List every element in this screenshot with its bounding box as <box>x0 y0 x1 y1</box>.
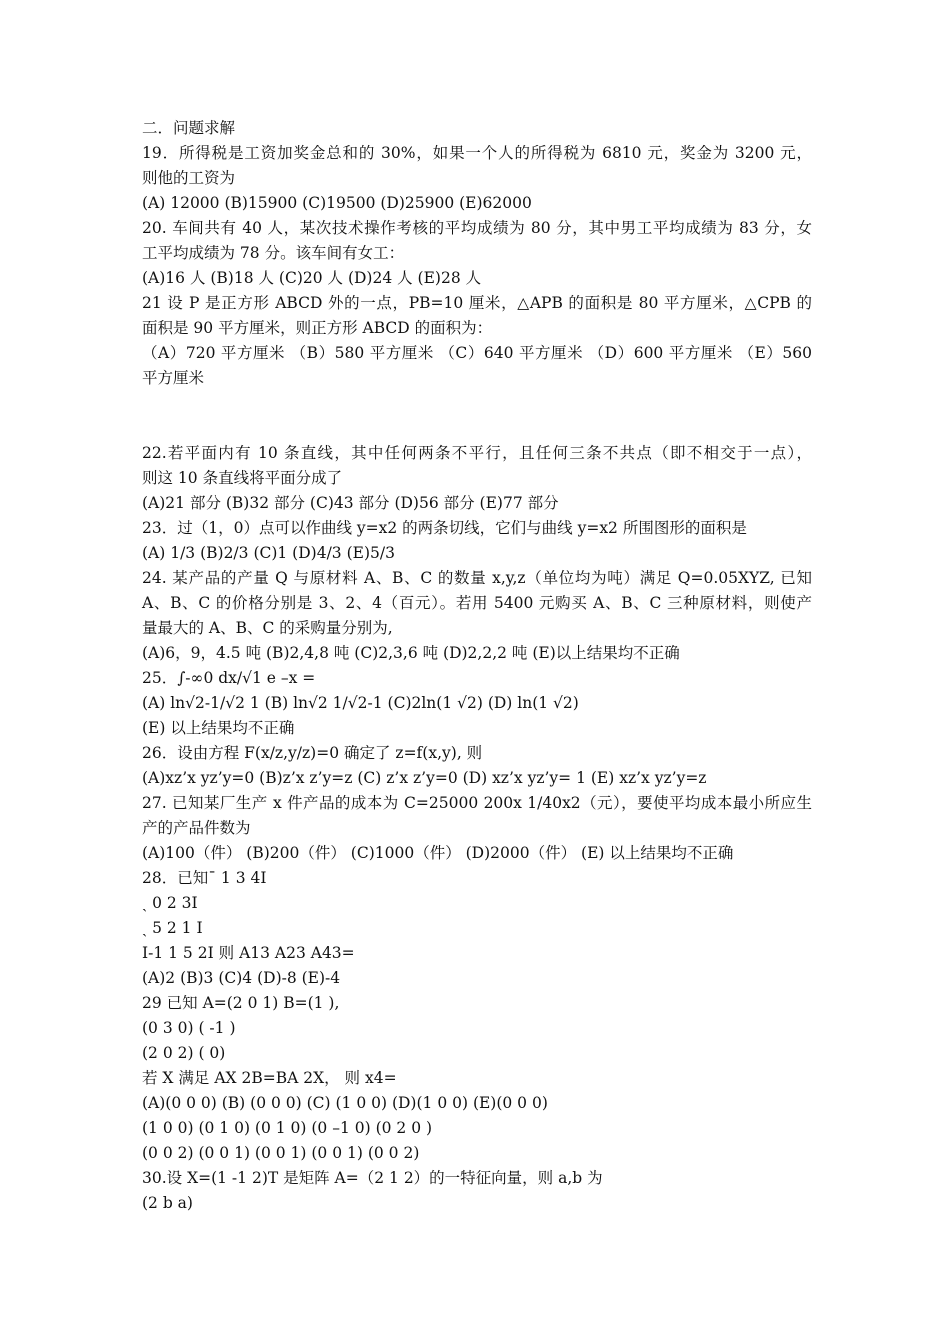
text-line: ˎ 0 2 3I <box>142 894 198 912</box>
text-line: 则他的工资为 <box>142 169 236 187</box>
text-line: 量最大的 A、B、C 的采购量分别为, <box>142 619 393 637</box>
text-line: (A) 12000 (B)15900 (C)19500 (D)25900 (E)62000 <box>142 194 532 212</box>
text-line: (1 0 0) (0 1 0) (0 1 0) (0 –1 0) (0 2 0 ) <box>142 1119 433 1137</box>
text-line: (A)100（件） (B)200（件） (C)1000（件） (D)2000（件） (E) 以上结果均不正确 <box>142 844 734 862</box>
text-line: (0 0 2) (0 0 1) (0 0 1) (0 0 1) (0 0 2) <box>142 1144 420 1162</box>
text-line: 29 已知 A=(2 0 1) B=(1 ), <box>142 994 340 1012</box>
text-line: 工平均成绩为 78 分。该车间有女工： <box>142 244 405 262</box>
text-line: 23．过（1，0）点可以作曲线 y=x2 的两条切线，它们与曲线 y=x2 所围图形的面积是 <box>142 519 747 537</box>
text-line: I-1 1 5 2I 则 A13 A23 A43= <box>142 944 355 962</box>
text-line: 平方厘米 <box>142 369 205 387</box>
document-content <box>142 116 812 1216</box>
text-line: (A)(0 0 0) (B) (0 0 0) (C) (1 0 0) (D)(1 0 0) (E)(0 0 0) <box>142 1094 548 1112</box>
text-line: 面积是 90 平方厘米，则正方形 ABCD 的面积为： <box>142 319 493 337</box>
text-line: (2 b a) <box>142 1194 193 1212</box>
text-line: (0 3 0) ( -1 ) <box>142 1019 236 1037</box>
text-line: (A)xz’x yz’y=0 (B)z’x z’y=z (C) z’x z’y=0 (D) xz’x yz’y= 1 (E) xz’x yz’y=z <box>142 769 707 787</box>
text-line: (A)21 部分 (B)32 部分 (C)43 部分 (D)56 部分 (E)77 部分 <box>142 494 559 512</box>
text-line: 25．∫-∞0 dx/√1 e –x = <box>142 669 316 687</box>
section-heading: 二．问题求解 <box>142 119 236 137</box>
text-line: 28．已知ˉ 1 3 4I <box>142 869 267 887</box>
text-line: 19．所得税是工资加奖金总和的 30%，如果一个人的所得税为 6810 元，奖金为 3200 元， <box>142 144 812 162</box>
questions-block-2 <box>142 441 812 1216</box>
text-line: 产的产品件数为 <box>142 819 251 837</box>
text-line: 若 X 满足 AX 2B=BA 2X， 则 x4= <box>142 1069 397 1087</box>
text-line: 21 设 P 是正方形 ABCD 外的一点，PB=10 厘米，△APB 的面积是 80 平方厘米，△CPB 的 <box>142 294 812 312</box>
text-line: 22.若平面内有 10 条直线，其中任何两条不平行，且任何三条不共点（即不相交于一点）， <box>142 444 812 462</box>
blank-space <box>142 391 812 441</box>
text-line: 则这 10 条直线将平面分成了 <box>142 469 343 487</box>
text-line: (E) 以上结果均不正确 <box>142 719 295 737</box>
text-line: (A) ln√2-1/√2 1 (B) ln√2 1/√2-1 (C)2ln(1 √2) (D) ln(1 √2) <box>142 694 579 712</box>
text-line: A、B、C 的价格分别是 3、2、4（百元）。若用 5400 元购买 A、B、C 三种原材料，则使产 <box>142 594 812 612</box>
text-line: 30.设 X=(1 -1 2)T 是矩阵 A=（2 1 2）的一特征向量，则 a,b 为 <box>142 1169 603 1187</box>
text-line: (A)16 人 (B)18 人 (C)20 人 (D)24 人 (E)28 人 <box>142 269 482 287</box>
text-line: (A)6，9，4.5 吨 (B)2,4,8 吨 (C)2,3,6 吨 (D)2,2,2 吨 (E)以上结果均不正确 <box>142 644 680 662</box>
text-line: ˎ 5 2 1 I <box>142 919 203 937</box>
text-line: (2 0 2) ( 0) <box>142 1044 226 1062</box>
text-line: （A）720 平方厘米 （B）580 平方厘米 （C）640 平方厘米 （D）600 平方厘米 （E）560 <box>142 344 812 362</box>
text-line: (A) 1/3 (B)2/3 (C)1 (D)4/3 (E)5/3 <box>142 544 395 562</box>
questions-block-1 <box>142 141 812 391</box>
text-line: 24. 某产品的产量 Q 与原材料 A、B、C 的数量 x,y,z（单位均为吨）满足 Q=0.05XYZ, 已知 <box>142 569 812 587</box>
text-line: 26．设由方程 F(x/z,y/z)=0 确定了 z=f(x,y), 则 <box>142 744 483 762</box>
text-line: (A)2 (B)3 (C)4 (D)-8 (E)-4 <box>142 969 341 987</box>
text-line: 27. 已知某厂生产 x 件产品的成本为 C=25000 200x 1/40x2（元），要使平均成本最小所应生 <box>142 794 812 812</box>
text-line: 20. 车间共有 40 人，某次技术操作考核的平均成绩为 80 分，其中男工平均成绩为 83 分，女 <box>142 219 812 237</box>
